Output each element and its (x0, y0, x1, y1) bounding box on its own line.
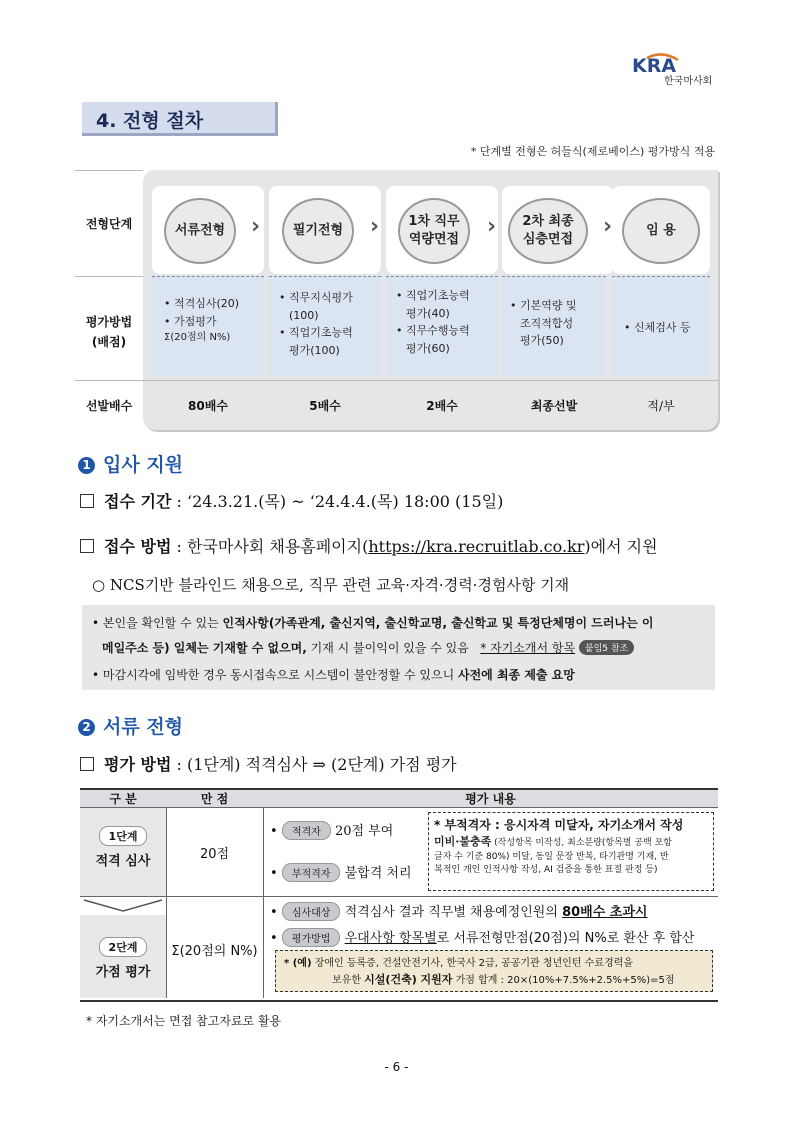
logo-subtitle: 한국마사회 (664, 76, 713, 87)
pass-row: • 적격자 20점 부여 (270, 820, 393, 840)
score-cell: Σ(20점의 N%) (171, 944, 258, 959)
number-badge: 1 (78, 457, 95, 474)
selection-value: 적/부 (647, 399, 675, 413)
row-label-selection: 선발배수 (85, 399, 133, 413)
chevron-right-icon: › (487, 214, 497, 239)
score-cell: 20점 (199, 847, 230, 862)
row-label-stage: 전형단계 (85, 217, 133, 231)
apply-subline: ○ NCS기반 블라인드 채용으로, 직무 관련 교육·자격·경력·경험사항 기재 (92, 576, 570, 594)
stage-circle-written: 필기전형 (282, 198, 354, 264)
method-row: • 평가방법 우대사항 항목별로 서류전형만점(20점)의 N%로 환산 후 합산 (270, 927, 694, 947)
eval-method: 평가 방법 : (1단계) 적격심사 ⇒ (2단계) 가점 평가 (80, 752, 457, 775)
divider (75, 276, 143, 277)
number-badge: 2 (78, 719, 95, 736)
stage-circle-interview-1: 1차 직무 역량면접 (398, 198, 470, 264)
chevron-right-icon: › (370, 214, 380, 239)
table-header: 구 분 (80, 790, 167, 807)
divider (263, 808, 264, 998)
stage-cell: 1단계 적격 심사 (80, 808, 166, 896)
method-box: • 기본역량 및 조직적합성 평가(50) (502, 276, 606, 376)
method-box: • 직업기초능력 평가(40) • 직무수행능력 평가(60) (386, 276, 498, 376)
stage-circle-hire: 임 용 (622, 198, 700, 264)
divider (75, 380, 718, 381)
example-box: * (예) 장애인 등록증, 건설안전기사, 한국사 2급, 공공기관 청년인턴 수료경력을 보유한 시설(건축) 지원자 가점 합계 : 20×(10%+7.5%+2.5%+5%)=5점 (275, 950, 713, 992)
svg-text:KRA: KRA (632, 55, 677, 77)
stage-circle-document (164, 198, 236, 264)
table-header: 평가 내용 (263, 790, 718, 807)
notice-box: • 본인을 확인할 수 있는 인적사항(가족관계, 출신지역, 출신학교명, 출신학교 및 특정단체명이 드러나는 이 메일주소 등) 일체는 기재할 수 없으며, 기재 시 불이익이 있을 수 있음 * 자기소개서 항목 붙임5 참조 • 마감시각에 임박한 경우 동시접속으로 시스템이 불안정할 수 있으니 사전에 최종 제출 요망 (82, 605, 715, 690)
chevron-down-icon (80, 897, 166, 915)
target-row: • 심사대상 적격심사 결과 직무별 채용예정인원의 80배수 초과시 (270, 901, 647, 921)
selection-value: 2배수 (426, 399, 458, 413)
footnote: * 자기소개서는 면접 참고자료로 활용 (86, 1014, 282, 1028)
section-title-box (82, 102, 278, 136)
method-box: • 직무지식평가 (100) • 직업기초능력 평가(100) (269, 276, 381, 376)
chevron-right-icon: › (603, 214, 613, 239)
chevron-right-icon: › (251, 214, 261, 239)
stage-name: 서류전형 (174, 223, 226, 239)
pass-pill: 적격자 (282, 821, 331, 840)
disqualify-box: * 부적격자 : 응시자격 미달자, 자기소개서 작성 미비·불충족 (작성항목 미작성, 최소분량(항목별 공백 포함 글자 수 기준 80%) 미달, 동일 문장 반복, 타기관명 기재, 반 복적인 개인 인적사항 작성, AI 검증을 통한 표절 판정 등) (428, 812, 714, 891)
heading-apply: 1 입사 지원 (78, 450, 183, 477)
divider (80, 807, 718, 808)
checkbox-square-icon (80, 539, 94, 553)
divider (80, 896, 718, 897)
selection-value: 최종선발 (530, 399, 578, 413)
method-box: • 신체검사 등 (612, 276, 710, 376)
selection-value: 80배수 (188, 399, 228, 413)
fail-pill: 부적격자 (282, 863, 341, 882)
checkbox-square-icon (80, 757, 94, 771)
stage-cell: 2단계 가점 평가 (80, 915, 166, 998)
selection-value: 5배수 (309, 399, 341, 413)
heading-document: 2 서류 전형 (78, 712, 183, 739)
apply-period: 접수 기간 : ‘24.3.21.(목) ~ ‘24.4.4.(목) 18:00 (15일) (80, 489, 503, 512)
method-box: • 적격심사(20) • 가점평가 Σ(20점의 N%) (152, 276, 264, 376)
apply-method: 접수 방법 : 한국마사회 채용홈페이지(https://kra.recruitlab.co.kr)에서 지원 (80, 534, 658, 557)
attachment-tag: 붙임5 참조 (579, 640, 634, 655)
table-header: 만 점 (166, 790, 264, 807)
checkbox-square-icon (80, 494, 94, 508)
row-label-method: 평가방법 (85, 315, 133, 329)
section-note: * 단계별 전형은 허들식(제로베이스) 평가방식 적용 (470, 145, 715, 158)
row-label-method-score: (배점) (91, 335, 127, 349)
recruit-link[interactable]: https://kra.recruitlab.co.kr (368, 537, 585, 556)
section-title: 4. 전형 절차 (96, 110, 204, 132)
divider (166, 808, 167, 998)
fail-row: • 부적격자 불합격 처리 (270, 862, 412, 882)
divider (75, 170, 143, 171)
stage-circle-interview-2: 2차 최종 심층면접 (508, 198, 588, 264)
page-number: - 6 - (384, 1060, 409, 1074)
